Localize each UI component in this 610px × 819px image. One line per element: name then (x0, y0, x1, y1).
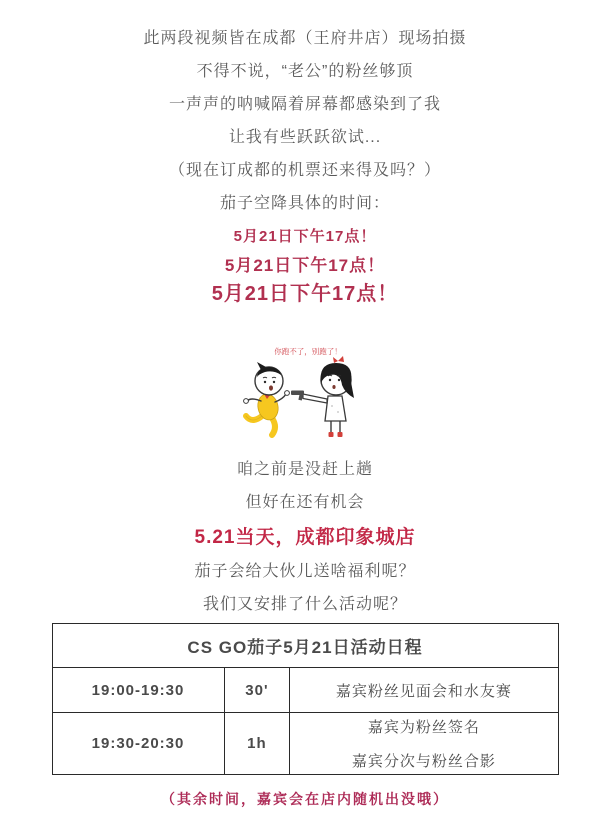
article-line: 我们又安排了什么活动呢？ (202, 596, 407, 613)
time-cell: 19:30-20:30 (52, 713, 224, 775)
activity-line: 嘉宾分次与粉丝合影 (351, 753, 496, 770)
cartoon-caption: 你跑不了，别跑了！ (274, 347, 342, 356)
schedule-row (52, 668, 558, 713)
article-line: 一声声的呐喊隔着屏幕都感染到了我 (168, 96, 441, 113)
cartoon-image (230, 344, 380, 442)
toy-gun (291, 391, 304, 401)
article-line: 此两段视频皆在成都（王府井店）现场拍摄 (143, 30, 467, 47)
running-man-figure (244, 362, 290, 435)
article-line: 让我有些跃跃欲试... (228, 129, 382, 146)
schedule-table (52, 623, 559, 775)
event-date-line: 5月21日下午17点！ (211, 283, 399, 305)
duration-cell: 30' (224, 668, 290, 713)
article-line: 茄子会给大伙儿送啥福利呢？ (194, 563, 416, 580)
activity-line: 嘉宾粉丝见面会和水友赛 (335, 682, 512, 700)
event-date-line: 5月21日下午17点！ (233, 228, 377, 245)
article-line: 茄子空降具体的时间： (219, 195, 390, 212)
footer-note: （其余时间，嘉宾会在店内随机出没哦） (161, 791, 449, 807)
schedule-title: CS GO茄子5月21日活动日程 (52, 624, 558, 668)
activity-cell (290, 668, 558, 713)
activity-line: 嘉宾为粉丝签名 (367, 719, 480, 736)
article-line: 但好在还有机会 (245, 494, 365, 511)
time-cell: 19:00-19:30 (52, 668, 224, 713)
girl-figure (291, 356, 354, 437)
schedule-row (52, 713, 558, 775)
duration-cell: 1h (224, 713, 290, 775)
event-date-line: 5月21日下午17点！ (224, 256, 386, 275)
article-line: 咱之前是没赶上趟 (236, 461, 373, 478)
activity-cell (290, 713, 558, 775)
event-location-line: 5.21当天，成都印象城店 (194, 527, 416, 548)
schedule-header-row (52, 624, 558, 668)
article-line: （现在订成都的机票还来得及吗？） (168, 162, 441, 179)
article-line: 不得不说，“老公”的粉丝够顶 (196, 63, 414, 80)
